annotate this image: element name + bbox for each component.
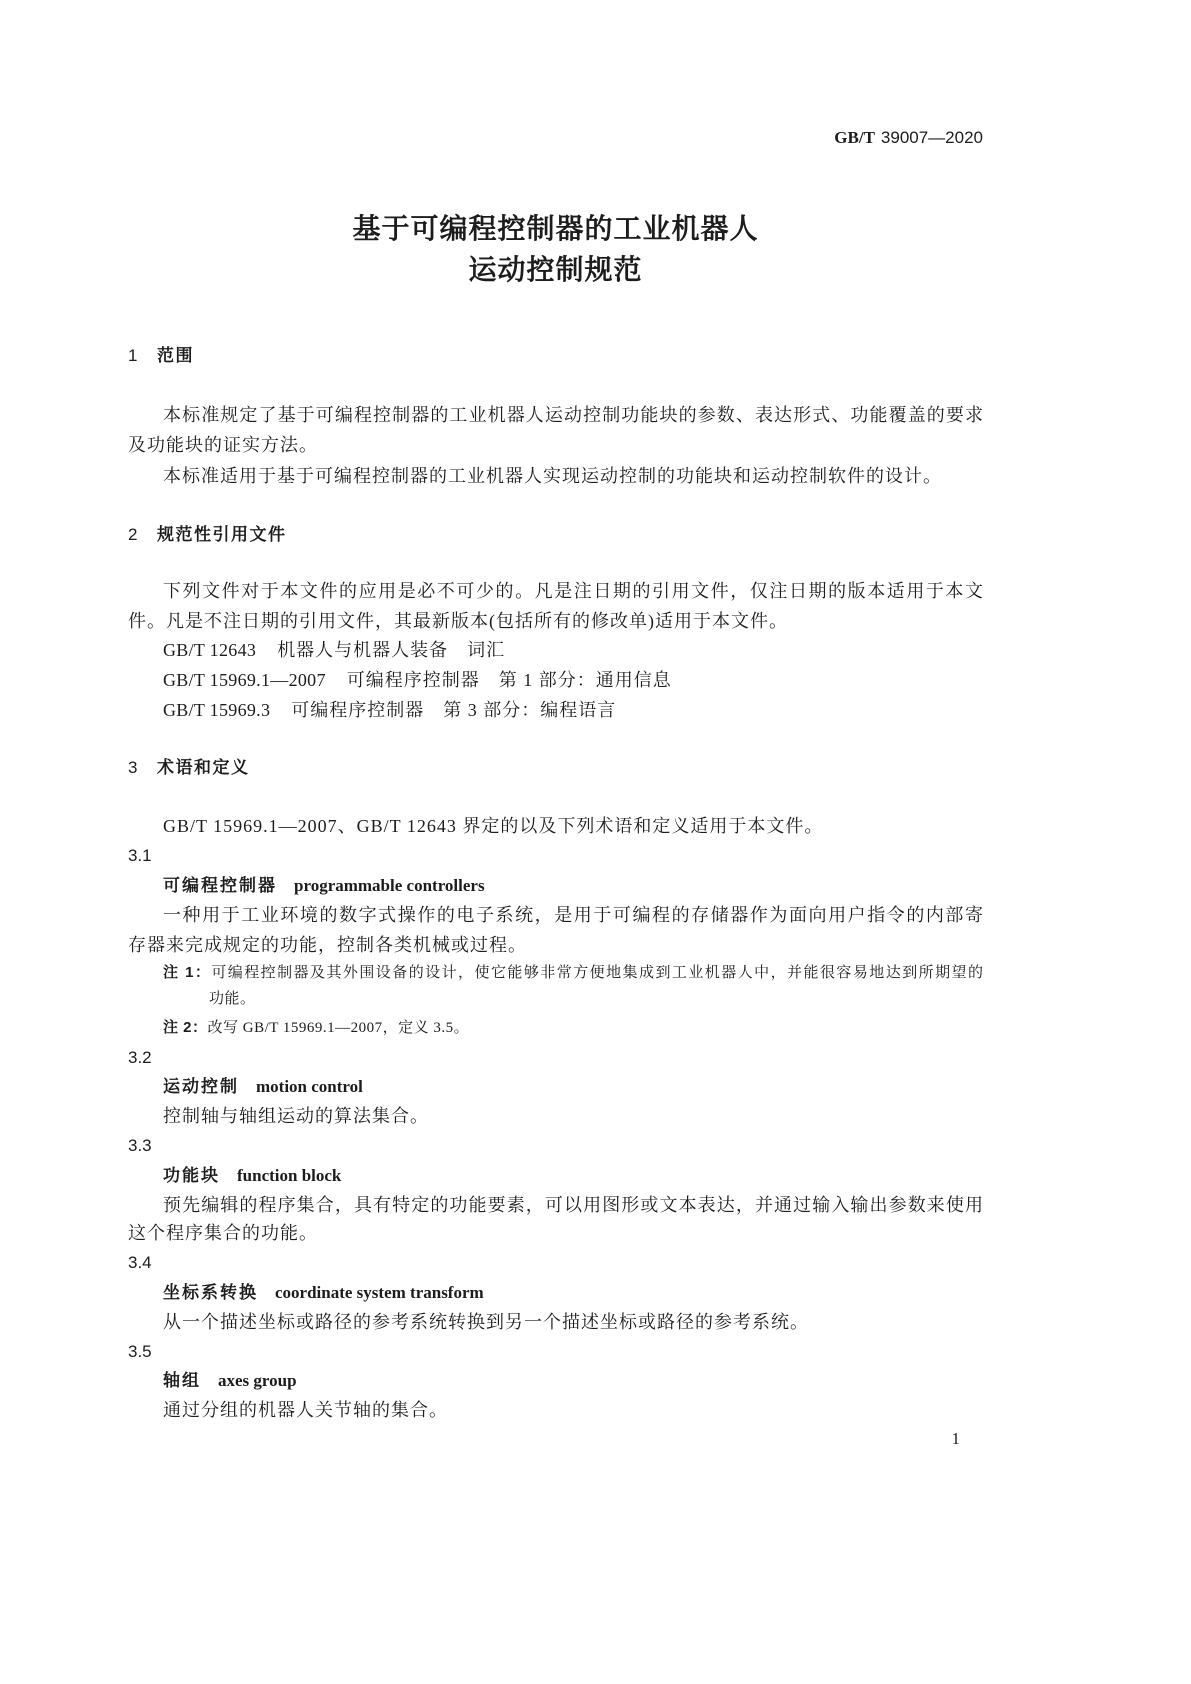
term-chinese: 可编程控制器 bbox=[163, 876, 277, 895]
term-heading bbox=[163, 1366, 297, 1396]
term-heading bbox=[163, 1161, 341, 1191]
definition-line: 通过分组的机器人关节轴的集合。 bbox=[163, 1400, 448, 1420]
reference-title: 可编程序控制器 第 1 部分：通用信息 bbox=[346, 670, 672, 690]
section-number: 1 bbox=[128, 346, 138, 365]
term-chinese: 功能块 bbox=[163, 1166, 220, 1185]
note-label: 注 2： bbox=[163, 1019, 208, 1036]
term-heading bbox=[163, 871, 485, 901]
term-heading bbox=[163, 1072, 363, 1102]
section-title: 范围 bbox=[157, 346, 194, 365]
term-number: 3.1 bbox=[128, 846, 152, 865]
definition-line: 预先编辑的程序集合，具有特定的功能要素，可以用图形或文本表达，并通过输入输出参数来使用 bbox=[163, 1195, 983, 1215]
reference-code: GB/T 12643 bbox=[163, 640, 257, 660]
standard-number: 39007—2020 bbox=[880, 128, 983, 147]
note-2 bbox=[163, 1014, 983, 1042]
note-text-continued: 功能。 bbox=[209, 991, 256, 1007]
definition-line: 从一个描述坐标或路径的参考系统转换到另一个描述坐标或路径的参考系统。 bbox=[163, 1312, 809, 1332]
note-label: 注 1： bbox=[163, 964, 212, 981]
term-heading bbox=[163, 1278, 484, 1308]
term-english: function block bbox=[237, 1166, 342, 1185]
reference-item bbox=[163, 635, 983, 665]
standard-number-header bbox=[834, 124, 983, 152]
reference-code: GB/T 15969.3 bbox=[163, 700, 271, 720]
reference-title: 可编程序控制器 第 3 部分：编程语言 bbox=[291, 700, 617, 720]
section-heading bbox=[128, 341, 194, 371]
reference-code: GB/T 15969.1—2007 bbox=[163, 670, 326, 690]
term-number: 3.3 bbox=[128, 1136, 152, 1155]
term-english: programmable controllers bbox=[294, 876, 485, 895]
terms-intro: GB/T 15969.1—2007、GB/T 12643 界定的以及下列术语和定义适用于本文件。 bbox=[163, 816, 824, 836]
title-line-2: 运动控制规范 bbox=[468, 254, 643, 285]
section-heading bbox=[128, 753, 250, 783]
term-chinese: 坐标系转换 bbox=[163, 1283, 258, 1302]
section-number: 3 bbox=[128, 758, 138, 777]
note-text: 改写 GB/T 15969.1—2007，定义 3.5。 bbox=[207, 1020, 470, 1036]
section-heading bbox=[128, 520, 287, 550]
note-text: 可编程控制器及其外围设备的设计，使它能够非常方便地集成到工业机器人中，并能很容易地达到所期望的 bbox=[211, 965, 983, 981]
term-number: 3.4 bbox=[128, 1253, 152, 1272]
definition-line: 这个程序集合的功能。 bbox=[128, 1223, 318, 1243]
paragraph-line: 本标准适用于基于可编程控制器的工业机器人实现运动控制的功能块和运动控制软件的设计。 bbox=[163, 466, 942, 486]
term-english: axes group bbox=[218, 1371, 297, 1390]
paragraph-line: 及功能块的证实方法。 bbox=[128, 435, 318, 455]
paragraph-line: 本标准规定了基于可编程控制器的工业机器人运动控制功能块的参数、表达形式、功能覆盖的要求 bbox=[163, 405, 983, 425]
page-number: 1 bbox=[951, 1429, 960, 1448]
title-line-1: 基于可编程控制器的工业机器人 bbox=[352, 213, 759, 244]
term-english: motion control bbox=[256, 1077, 363, 1096]
reference-title: 机器人与机器人装备 词汇 bbox=[277, 640, 506, 660]
term-number: 3.2 bbox=[128, 1048, 152, 1067]
term-number: 3.5 bbox=[128, 1342, 152, 1361]
term-chinese: 运动控制 bbox=[163, 1077, 239, 1096]
reference-item bbox=[163, 695, 983, 725]
standard-prefix: GB/T bbox=[834, 128, 875, 147]
definition-line: 控制轴与轴组运动的算法集合。 bbox=[163, 1106, 429, 1126]
reference-item bbox=[163, 665, 983, 695]
paragraph-line: 下列文件对于本文件的应用是必不可少的。凡是注日期的引用文件，仅注日期的版本适用于本文 bbox=[163, 581, 983, 601]
term-chinese: 轴组 bbox=[163, 1371, 201, 1390]
definition-line: 存器来完成规定的功能，控制各类机械或过程。 bbox=[128, 935, 527, 955]
section-title: 术语和定义 bbox=[157, 758, 250, 777]
term-english: coordinate system transform bbox=[275, 1283, 484, 1302]
section-number: 2 bbox=[128, 525, 138, 544]
note-1 bbox=[163, 959, 983, 987]
section-title: 规范性引用文件 bbox=[157, 525, 287, 544]
paragraph-line: 件。凡是不注日期的引用文件，其最新版本(包括所有的修改单)适用于本文件。 bbox=[128, 611, 788, 631]
definition-line: 一种用于工业环境的数字式操作的电子系统，是用于可编程的存储器作为面向用户指令的内部寄 bbox=[163, 905, 983, 925]
